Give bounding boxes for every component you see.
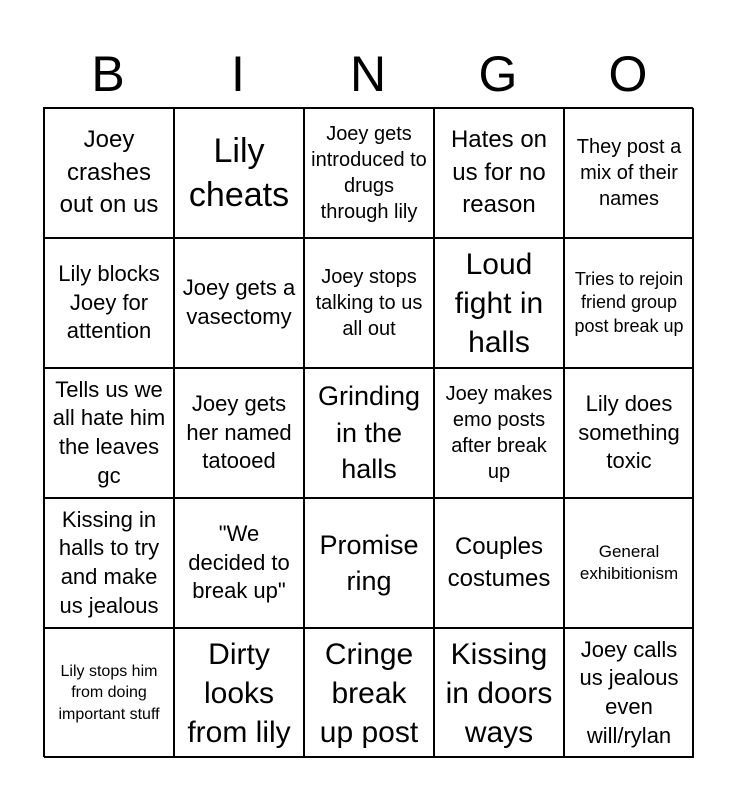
bingo-cell[interactable]: "We decided to break up" [174, 498, 304, 628]
bingo-cell[interactable]: Grinding in the halls [304, 368, 434, 498]
header-letter-g: G [478, 46, 518, 102]
bingo-cell[interactable]: Kissing in doors ways [434, 628, 564, 758]
bingo-cell[interactable]: They post a mix of their names [564, 108, 694, 238]
bingo-cell[interactable]: Joey makes emo posts after break up [434, 368, 564, 498]
bingo-cell[interactable]: Loud fight in halls [434, 238, 564, 368]
bingo-cell[interactable]: Kissing in halls to try and make us jealous [44, 498, 174, 628]
header-letter-o: O [608, 46, 648, 102]
bingo-cell[interactable]: Joey crashes out on us [44, 108, 174, 238]
bingo-cell[interactable]: Dirty looks from lily [174, 628, 304, 758]
bingo-cell[interactable]: Joey stops talking to us all out [304, 238, 434, 368]
header-letter-b: B [91, 46, 125, 102]
bingo-grid [43, 107, 693, 757]
bingo-cell[interactable]: Joey gets her named tatooed [174, 368, 304, 498]
bingo-cell[interactable]: Joey gets introduced to drugs through lily [304, 108, 434, 238]
bingo-cell[interactable]: Lily cheats [174, 108, 304, 238]
bingo-cell[interactable]: Lily does something toxic [564, 368, 694, 498]
bingo-cell[interactable]: Tries to rejoin friend group post break up [564, 238, 694, 368]
bingo-cell[interactable]: Couples costumes [434, 498, 564, 628]
header-letter-n: N [349, 46, 387, 102]
bingo-cell[interactable]: Promise ring [304, 498, 434, 628]
bingo-cell[interactable]: Hates on us for no reason [434, 108, 564, 238]
bingo-header [43, 40, 693, 108]
bingo-cell[interactable]: Cringe break up post [304, 628, 434, 758]
bingo-cell[interactable]: Joey calls us jealous even will/rylan [564, 628, 694, 758]
bingo-cell[interactable]: Lily stops him from doing important stuff [44, 628, 174, 758]
bingo-cell[interactable]: Tells us we all hate him the leaves gc [44, 368, 174, 498]
bingo-cell[interactable]: Joey gets a vasectomy [174, 238, 304, 368]
bingo-cell[interactable]: Lily blocks Joey for attention [44, 238, 174, 368]
header-letter-i: I [231, 46, 245, 102]
bingo-cell[interactable]: General exhibitionism [564, 498, 694, 628]
